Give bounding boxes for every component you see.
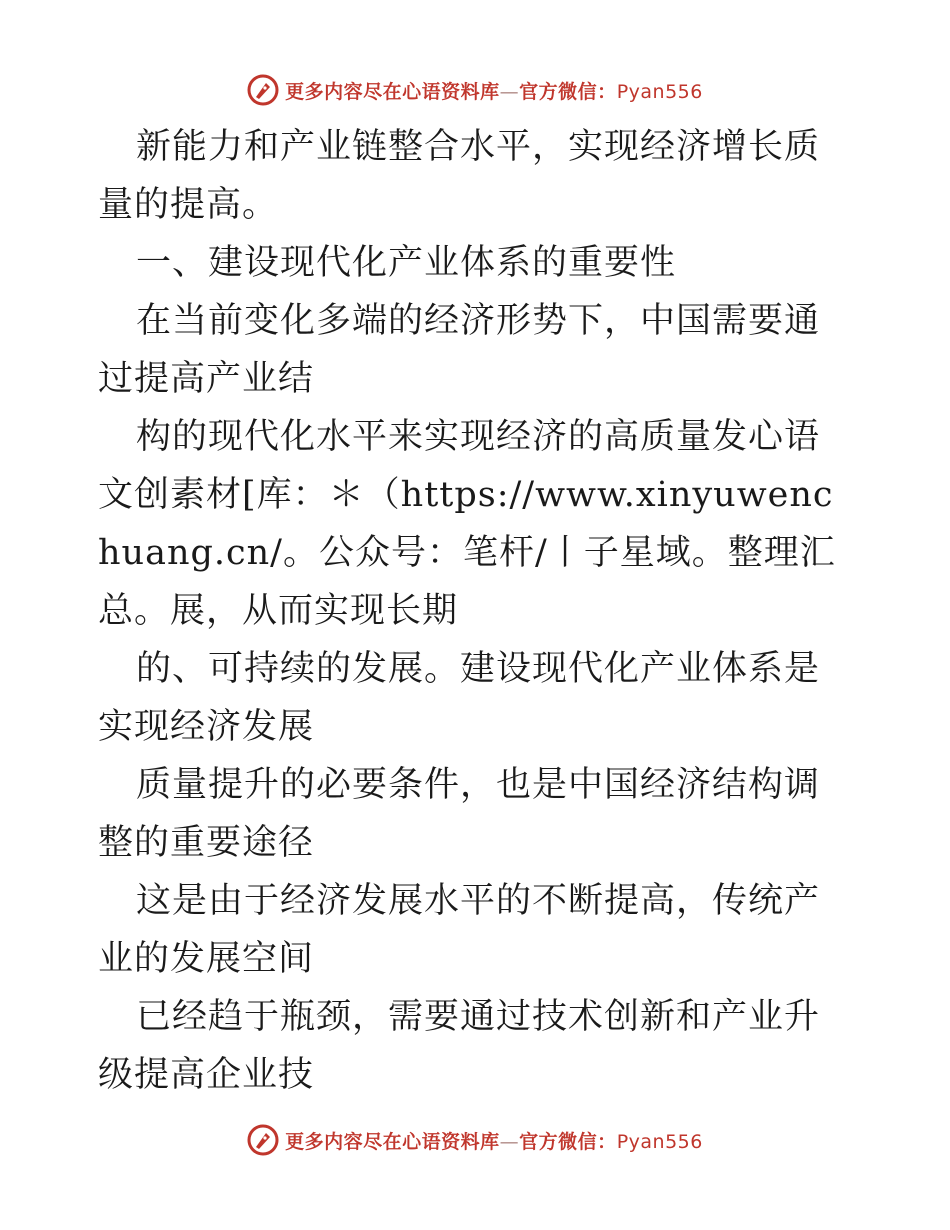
paragraph: 质量提升的必要条件，也是中国经济结构调整的重要途径 [98,765,821,863]
header-banner [0,70,950,110]
paragraph: 构的现代化水平来实现经济的高质量发心语文创素材[库：＊（https://www.xinyuwenchuang.cn/。公众号：笔杆/丨子星域。整理汇总。展，从而实现长期 [98,417,836,631]
paragraph: 新能力和产业链整合水平，实现经济增长质量的提高。 [98,127,821,225]
header-text: 更多内容尽在心语资料库—官方微信：Pyan556 [285,80,703,103]
pen-nib-logo-icon [247,74,279,106]
paragraph: 的、可持续的发展。建设现代化产业体系是实现经济发展 [98,649,821,747]
document-body [98,118,850,1104]
footer-text: 更多内容尽在心语资料库—官方微信：Pyan556 [285,1130,703,1153]
footer-banner [0,1120,950,1160]
section-heading: 一、建设现代化产业体系的重要性 [136,243,677,283]
paragraph: 这是由于经济发展水平的不断提高，传统产业的发展空间 [98,881,821,979]
pen-nib-logo-icon [247,1124,279,1156]
paragraph: 已经趋于瓶颈，需要通过技术创新和产业升级提高企业技 [98,997,821,1095]
paragraph: 在当前变化多端的经济形势下，中国需要通过提高产业结 [98,301,821,399]
